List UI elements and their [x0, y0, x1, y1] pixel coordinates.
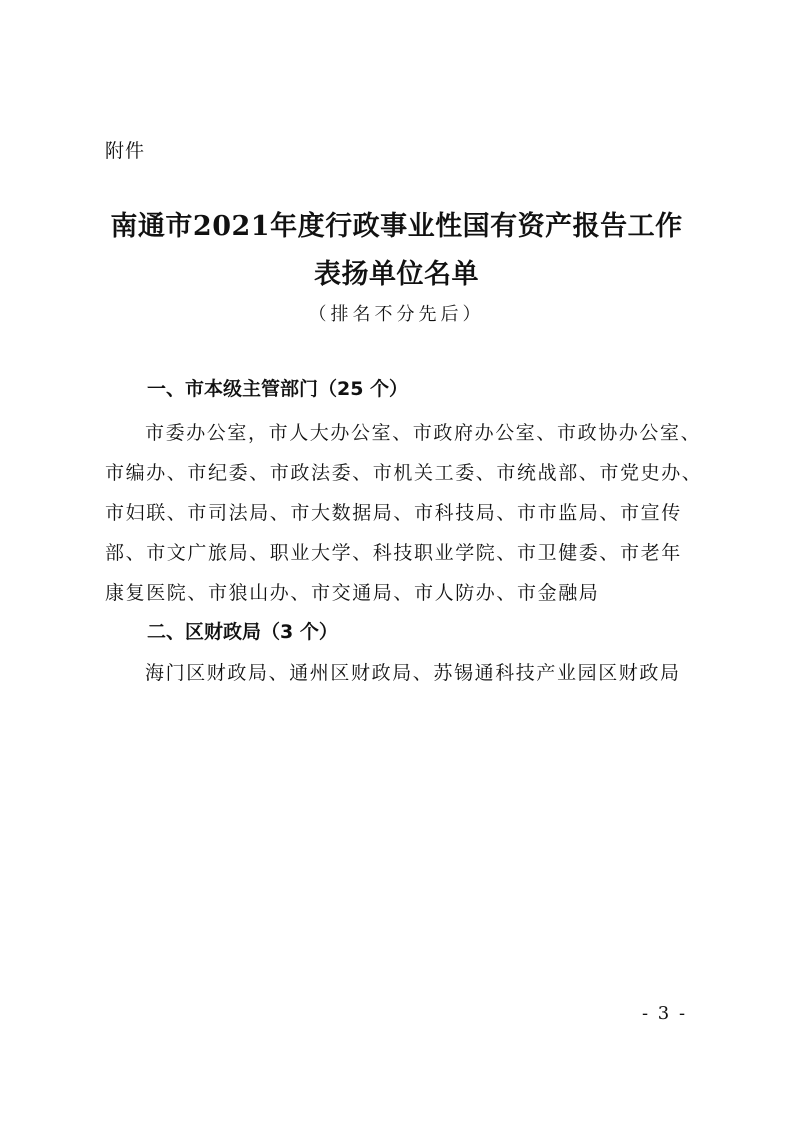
section-heading-municipal: 一、市本级主管部门（25 个） — [147, 378, 409, 400]
attachment-label: 附件 — [105, 140, 146, 162]
page-number: - 3 - — [642, 1003, 688, 1024]
section-municipal-line-5: 康复医院、市狼山办、市交通局、市人防办、市金融局 — [105, 582, 600, 604]
section-municipal-line-1: 市委办公室，市人大办公室、市政府办公室、市政协办公室、 — [145, 422, 702, 444]
document-title-line-1: 南通市2021年度行政事业性国有资产报告工作 — [110, 211, 683, 242]
document-subtitle: （排名不分先后） — [308, 304, 485, 325]
section-heading-district: 二、区财政局（3 个） — [147, 621, 338, 643]
document-title-line-2: 表扬单位名单 — [314, 259, 479, 290]
section-municipal-line-2: 市编办、市纪委、市政法委、市机关工委、市统战部、市党史办、 — [105, 462, 703, 484]
section-municipal-line-3: 市妇联、市司法局、市大数据局、市科技局、市市监局、市宣传 — [105, 502, 682, 524]
section-district-line-1: 海门区财政局、通州区财政局、苏锡通科技产业园区财政局 — [145, 662, 681, 684]
section-municipal-line-4: 部、市文广旅局、职业大学、科技职业学院、市卫健委、市老年 — [105, 542, 682, 564]
